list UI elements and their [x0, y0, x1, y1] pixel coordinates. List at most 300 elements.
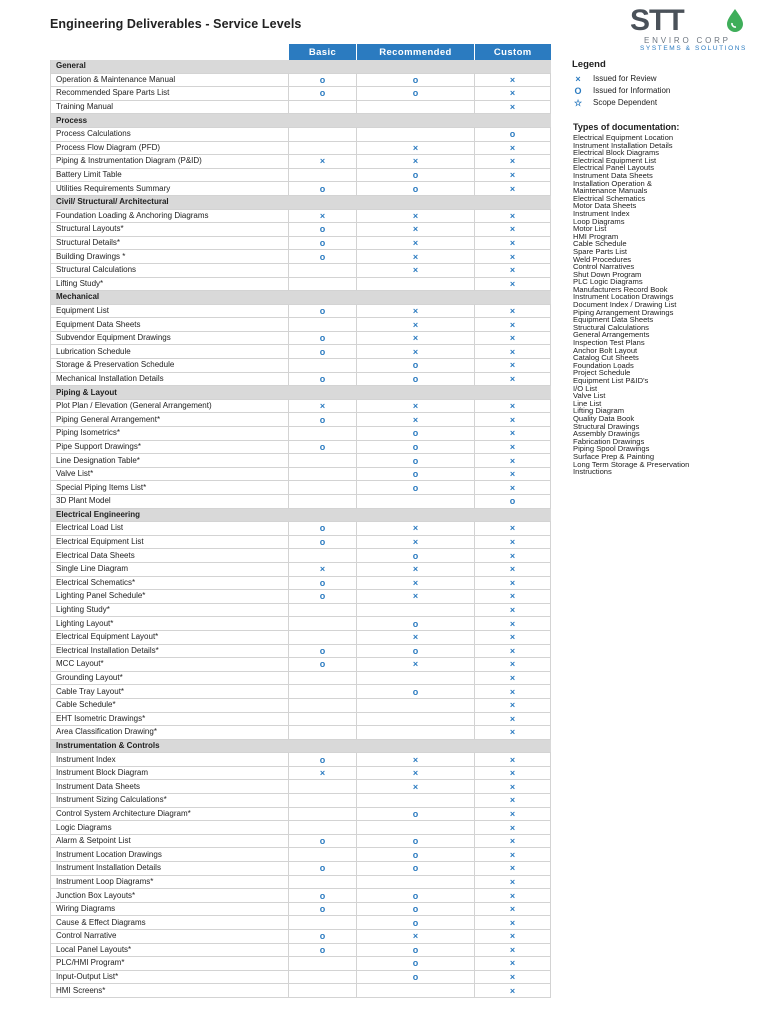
section-header-row — [51, 114, 551, 128]
custom-level-cell: × — [475, 345, 551, 359]
basic-level-cell — [289, 603, 357, 617]
basic-level-cell — [289, 685, 357, 699]
table-row — [51, 454, 551, 468]
basic-level-cell — [289, 726, 357, 740]
deliverable-name: Equipment List — [51, 304, 289, 318]
section-header-row — [51, 291, 551, 305]
recommended-level-cell: × — [357, 535, 475, 549]
recommended-level-cell — [357, 100, 475, 114]
deliverable-name: Electrical Load List — [51, 522, 289, 536]
basic-level-cell: o — [289, 943, 357, 957]
deliverable-name: Equipment Data Sheets — [51, 318, 289, 332]
recommended-level-cell: × — [357, 562, 475, 576]
recommended-level-cell: × — [357, 930, 475, 944]
custom-level-cell: × — [475, 821, 551, 835]
custom-level-cell: × — [475, 590, 551, 604]
basic-level-cell — [289, 875, 357, 889]
circle-icon: O — [574, 86, 582, 96]
recommended-level-cell: o — [357, 168, 475, 182]
table-row — [51, 359, 551, 373]
documentation-type-item: Electrical Block Diagrams — [573, 148, 660, 158]
table-row — [51, 250, 551, 264]
recommended-level-cell — [357, 984, 475, 998]
custom-level-cell: × — [475, 930, 551, 944]
documentation-type-item: Long Term Storage & Preservation — [573, 459, 690, 469]
deliverable-name: Wiring Diagrams — [51, 902, 289, 916]
section-title: Instrumentation & Controls — [51, 739, 551, 753]
basic-level-cell: o — [289, 331, 357, 345]
recommended-level-cell: × — [357, 345, 475, 359]
documentation-type-item: Instrument Location Drawings — [573, 292, 674, 302]
table-row — [51, 766, 551, 780]
section-header-row — [51, 508, 551, 522]
custom-level-cell: × — [475, 372, 551, 386]
recommended-level-cell: × — [357, 522, 475, 536]
recommended-level-cell: o — [357, 87, 475, 101]
deliverable-name: Lubrication Schedule — [51, 345, 289, 359]
recommended-level-cell — [357, 603, 475, 617]
deliverable-name: Process Flow Diagram (PFD) — [51, 141, 289, 155]
legend-label: Issued for Information — [593, 86, 671, 95]
custom-level-cell: × — [475, 454, 551, 468]
section-title: Mechanical — [51, 291, 551, 305]
deliverable-name: Cause & Effect Diagrams — [51, 916, 289, 930]
recommended-level-cell: × — [357, 576, 475, 590]
basic-level-cell — [289, 916, 357, 930]
basic-level-cell: o — [289, 834, 357, 848]
table-row — [51, 304, 551, 318]
documentation-type-item: Document Index / Drawing List — [573, 300, 677, 310]
basic-level-cell — [289, 848, 357, 862]
custom-level-cell: × — [475, 794, 551, 808]
table-row — [51, 916, 551, 930]
recommended-level-cell: o — [357, 916, 475, 930]
table-header-row — [51, 44, 551, 60]
table-row — [51, 875, 551, 889]
recommended-level-cell — [357, 712, 475, 726]
table-row — [51, 399, 551, 413]
basic-level-cell — [289, 495, 357, 509]
documentation-type-item: Motor List — [573, 224, 607, 234]
deliverable-name: Control System Architecture Diagram* — [51, 807, 289, 821]
recommended-level-cell: × — [357, 766, 475, 780]
custom-level-cell: × — [475, 617, 551, 631]
documentation-type-item: Piping Spool Drawings — [573, 444, 650, 454]
deliverable-name: Cable Schedule* — [51, 698, 289, 712]
company-logo — [630, 6, 755, 56]
deliverables-table — [50, 44, 551, 998]
table-row — [51, 413, 551, 427]
deliverable-name: Subvendor Equipment Drawings — [51, 331, 289, 345]
custom-level-cell: × — [475, 698, 551, 712]
recommended-level-cell: o — [357, 957, 475, 971]
recommended-level-cell: o — [357, 73, 475, 87]
recommended-level-cell: × — [357, 209, 475, 223]
recommended-level-cell — [357, 495, 475, 509]
deliverable-name: Electrical Equipment Layout* — [51, 630, 289, 644]
table-row — [51, 100, 551, 114]
table-row — [51, 440, 551, 454]
basic-level-cell: o — [289, 862, 357, 876]
recommended-level-cell: × — [357, 250, 475, 264]
basic-level-cell — [289, 957, 357, 971]
deliverable-name: Plot Plan / Elevation (General Arrangement) — [51, 399, 289, 413]
recommended-level-cell — [357, 726, 475, 740]
custom-level-cell: × — [475, 427, 551, 441]
documentation-type-item: Piping Arrangement Drawings — [573, 307, 674, 317]
basic-level-cell: o — [289, 73, 357, 87]
basic-level-cell: o — [289, 535, 357, 549]
basic-level-cell: × — [289, 209, 357, 223]
table-row — [51, 318, 551, 332]
table-row — [51, 794, 551, 808]
basic-level-cell: o — [289, 576, 357, 590]
logo-subtitle: ENVIRO CORP — [644, 36, 731, 45]
documentation-type-item: General Arrangements — [573, 330, 650, 340]
custom-level-cell: × — [475, 223, 551, 237]
documentation-type-item: Valve List — [573, 391, 606, 401]
deliverable-name: Line Designation Table* — [51, 454, 289, 468]
table-row — [51, 209, 551, 223]
section-title: Process — [51, 114, 551, 128]
section-header-row — [51, 739, 551, 753]
recommended-level-cell: o — [357, 848, 475, 862]
custom-level-cell: × — [475, 263, 551, 277]
deliverable-name: Structural Calculations — [51, 263, 289, 277]
deliverable-name: PLC/HMI Program* — [51, 957, 289, 971]
recommended-level-cell — [357, 127, 475, 141]
documentation-type-item: Control Narratives — [573, 262, 635, 272]
deliverable-name: Instrument Data Sheets — [51, 780, 289, 794]
deliverable-name: Junction Box Layouts* — [51, 889, 289, 903]
table-row — [51, 73, 551, 87]
documentation-type-item: Spare Parts List — [573, 246, 628, 256]
table-row — [51, 603, 551, 617]
custom-level-cell: × — [475, 970, 551, 984]
header-blank-cell — [51, 44, 289, 60]
basic-level-cell — [289, 141, 357, 155]
deliverable-name: EHT Isometric Drawings* — [51, 712, 289, 726]
table-row — [51, 821, 551, 835]
recommended-level-cell: × — [357, 236, 475, 250]
recommended-level-cell — [357, 277, 475, 291]
table-row — [51, 168, 551, 182]
documentation-type-item: HMI Program — [573, 231, 619, 241]
custom-level-cell: × — [475, 522, 551, 536]
documentation-type-item: Inspection Test Plans — [573, 338, 645, 348]
legend-item-review — [572, 73, 762, 85]
table-row — [51, 726, 551, 740]
cross-icon: × — [575, 74, 581, 84]
documentation-type-item: Loop Diagrams — [573, 216, 625, 226]
recommended-level-cell: o — [357, 807, 475, 821]
legend-label: Scope Dependent — [593, 98, 658, 107]
documentation-type-item: Structural Calculations — [573, 322, 649, 332]
logo-tagline: SYSTEMS & SOLUTIONS — [640, 45, 747, 52]
recommended-level-cell: o — [357, 902, 475, 916]
custom-level-cell: × — [475, 957, 551, 971]
basic-level-cell — [289, 780, 357, 794]
table-row — [51, 630, 551, 644]
deliverable-name: Operation & Maintenance Manual — [51, 73, 289, 87]
documentation-type-item: Manufacturers Record Book — [573, 284, 668, 294]
deliverable-name: Piping & Instrumentation Diagram (P&ID) — [51, 155, 289, 169]
basic-level-cell — [289, 318, 357, 332]
table-row — [51, 617, 551, 631]
basic-level-cell — [289, 168, 357, 182]
custom-level-cell: × — [475, 630, 551, 644]
table-row — [51, 698, 551, 712]
recommended-level-cell: o — [357, 970, 475, 984]
basic-level-cell: o — [289, 182, 357, 196]
documentation-type-item: Instrument Index — [573, 208, 630, 218]
legend-title: Legend — [572, 59, 606, 70]
custom-level-cell: × — [475, 685, 551, 699]
deliverable-name: Lighting Panel Schedule* — [51, 590, 289, 604]
documentation-type-item: Instrument Data Sheets — [573, 170, 653, 180]
recommended-level-cell: o — [357, 862, 475, 876]
table-row — [51, 902, 551, 916]
basic-level-cell — [289, 277, 357, 291]
column-header-basic: Basic — [289, 44, 357, 60]
basic-level-cell — [289, 712, 357, 726]
deliverable-name: Battery Limit Table — [51, 168, 289, 182]
section-title: General — [51, 60, 551, 73]
basic-level-cell: o — [289, 304, 357, 318]
custom-level-cell: × — [475, 100, 551, 114]
basic-level-cell — [289, 984, 357, 998]
table-row — [51, 834, 551, 848]
table-row — [51, 331, 551, 345]
custom-level-cell: × — [475, 766, 551, 780]
table-row — [51, 155, 551, 169]
basic-level-cell — [289, 617, 357, 631]
table-row — [51, 957, 551, 971]
table-row — [51, 685, 551, 699]
deliverable-name: Mechanical Installation Details — [51, 372, 289, 386]
recommended-level-cell: o — [357, 467, 475, 481]
custom-level-cell: × — [475, 712, 551, 726]
custom-level-cell: × — [475, 168, 551, 182]
documentation-type-item: Installation Operation & — [573, 178, 652, 188]
deliverable-name: Alarm & Setpoint List — [51, 834, 289, 848]
custom-level-cell: × — [475, 916, 551, 930]
table-row — [51, 644, 551, 658]
table-row — [51, 345, 551, 359]
types-title: Types of documentation: — [573, 122, 680, 132]
deliverable-name: Training Manual — [51, 100, 289, 114]
deliverable-name: Grounding Layout* — [51, 671, 289, 685]
water-drop-icon — [723, 8, 747, 32]
deliverable-name: Electrical Data Sheets — [51, 549, 289, 563]
deliverable-name: Special Piping Items List* — [51, 481, 289, 495]
deliverable-name: HMI Screens* — [51, 984, 289, 998]
custom-level-cell: × — [475, 209, 551, 223]
basic-level-cell — [289, 970, 357, 984]
deliverable-name: Storage & Preservation Schedule — [51, 359, 289, 373]
custom-level-cell: × — [475, 562, 551, 576]
custom-level-cell: × — [475, 73, 551, 87]
table-row — [51, 223, 551, 237]
custom-level-cell: × — [475, 834, 551, 848]
custom-level-cell: × — [475, 943, 551, 957]
custom-level-cell: × — [475, 658, 551, 672]
recommended-level-cell: o — [357, 685, 475, 699]
recommended-level-cell: o — [357, 440, 475, 454]
custom-level-cell: × — [475, 848, 551, 862]
section-header-row — [51, 195, 551, 209]
deliverable-name: Structural Layouts* — [51, 223, 289, 237]
documentation-type-item: Lifting Diagram — [573, 406, 625, 416]
custom-level-cell: × — [475, 277, 551, 291]
page-title: Engineering Deliverables - Service Levels — [50, 17, 302, 31]
deliverable-name: Foundation Loading & Anchoring Diagrams — [51, 209, 289, 223]
table-row — [51, 807, 551, 821]
types-list — [573, 134, 763, 476]
basic-level-cell — [289, 807, 357, 821]
table-row — [51, 984, 551, 998]
recommended-level-cell: × — [357, 413, 475, 427]
section-title: Civil/ Structural/ Architectural — [51, 195, 551, 209]
recommended-level-cell: o — [357, 481, 475, 495]
documentation-type-item: Quality Data Book — [573, 413, 635, 423]
custom-level-cell: × — [475, 549, 551, 563]
custom-level-cell: × — [475, 875, 551, 889]
basic-level-cell — [289, 630, 357, 644]
table-row — [51, 87, 551, 101]
basic-level-cell — [289, 698, 357, 712]
basic-level-cell: o — [289, 522, 357, 536]
basic-level-cell — [289, 454, 357, 468]
basic-level-cell: × — [289, 155, 357, 169]
documentation-type-item: Structural Drawings — [573, 421, 640, 431]
documentation-type-item: Electrical Schematics — [573, 193, 646, 203]
logo-wordmark: STT — [630, 4, 684, 37]
deliverable-name: Lighting Study* — [51, 603, 289, 617]
deliverable-name: Electrical Installation Details* — [51, 644, 289, 658]
recommended-level-cell: o — [357, 372, 475, 386]
legend-item-scope — [572, 97, 762, 109]
table-row — [51, 467, 551, 481]
documentation-type-item: Anchor Bolt Layout — [573, 345, 638, 355]
custom-level-cell: × — [475, 155, 551, 169]
custom-level-cell: × — [475, 807, 551, 821]
deliverable-name: Single Line Diagram — [51, 562, 289, 576]
basic-level-cell: × — [289, 562, 357, 576]
recommended-level-cell: o — [357, 427, 475, 441]
recommended-level-cell: × — [357, 318, 475, 332]
recommended-level-cell: × — [357, 155, 475, 169]
deliverable-name: Building Drawings * — [51, 250, 289, 264]
deliverable-name: Electrical Schematics* — [51, 576, 289, 590]
documentation-type-item: Catalog Cut Sheets — [573, 353, 639, 363]
recommended-level-cell: o — [357, 644, 475, 658]
recommended-level-cell — [357, 671, 475, 685]
column-header-recommended: Recommended — [357, 44, 475, 60]
custom-level-cell: × — [475, 250, 551, 264]
deliverable-name: 3D Plant Model — [51, 495, 289, 509]
basic-level-cell — [289, 794, 357, 808]
deliverable-name: Instrument Block Diagram — [51, 766, 289, 780]
basic-level-cell — [289, 359, 357, 373]
table-row — [51, 141, 551, 155]
table-row — [51, 127, 551, 141]
column-header-custom: Custom — [475, 44, 551, 60]
basic-level-cell — [289, 549, 357, 563]
recommended-level-cell: o — [357, 454, 475, 468]
basic-level-cell: o — [289, 902, 357, 916]
documentation-type-item: Electrical Equipment Location — [573, 133, 674, 142]
section-title: Electrical Engineering — [51, 508, 551, 522]
custom-level-cell: × — [475, 87, 551, 101]
custom-level-cell: × — [475, 236, 551, 250]
legend-label: Issued for Review — [593, 74, 657, 83]
custom-level-cell: × — [475, 644, 551, 658]
recommended-level-cell: × — [357, 780, 475, 794]
custom-level-cell: × — [475, 780, 551, 794]
basic-level-cell: o — [289, 236, 357, 250]
deliverable-name: Instrument Loop Diagrams* — [51, 875, 289, 889]
custom-level-cell: × — [475, 481, 551, 495]
recommended-level-cell: × — [357, 331, 475, 345]
basic-level-cell: o — [289, 930, 357, 944]
custom-level-cell: × — [475, 413, 551, 427]
table-row — [51, 372, 551, 386]
star-icon: ☆ — [573, 98, 583, 108]
table-row — [51, 522, 551, 536]
recommended-level-cell: × — [357, 753, 475, 767]
deliverable-name: Lifting Study* — [51, 277, 289, 291]
documentation-type-item: Weld Procedures — [573, 254, 632, 264]
table-row — [51, 658, 551, 672]
custom-level-cell: × — [475, 889, 551, 903]
section-title: Piping & Layout — [51, 386, 551, 400]
section-header-row — [51, 60, 551, 73]
table-row — [51, 427, 551, 441]
table-row — [51, 753, 551, 767]
table-row — [51, 671, 551, 685]
custom-level-cell: × — [475, 726, 551, 740]
basic-level-cell: o — [289, 644, 357, 658]
custom-level-cell: × — [475, 535, 551, 549]
custom-level-cell: × — [475, 359, 551, 373]
documentation-type-item: Line List — [573, 398, 602, 408]
deliverable-name: Piping Isometrics* — [51, 427, 289, 441]
deliverable-name: Structural Details* — [51, 236, 289, 250]
basic-level-cell: o — [289, 250, 357, 264]
recommended-level-cell: o — [357, 617, 475, 631]
basic-level-cell: × — [289, 399, 357, 413]
table-row — [51, 263, 551, 277]
basic-level-cell: o — [289, 440, 357, 454]
basic-level-cell — [289, 671, 357, 685]
custom-level-cell: × — [475, 576, 551, 590]
recommended-level-cell: × — [357, 223, 475, 237]
table-row — [51, 862, 551, 876]
table-row — [51, 495, 551, 509]
table-row — [51, 481, 551, 495]
table-row — [51, 535, 551, 549]
basic-level-cell: o — [289, 87, 357, 101]
recommended-level-cell: o — [357, 889, 475, 903]
table-row — [51, 943, 551, 957]
custom-level-cell: × — [475, 440, 551, 454]
basic-level-cell: o — [289, 889, 357, 903]
recommended-level-cell — [357, 794, 475, 808]
documentation-type-item: Surface Prep & Painting — [573, 451, 655, 461]
recommended-level-cell: × — [357, 658, 475, 672]
custom-level-cell: × — [475, 331, 551, 345]
